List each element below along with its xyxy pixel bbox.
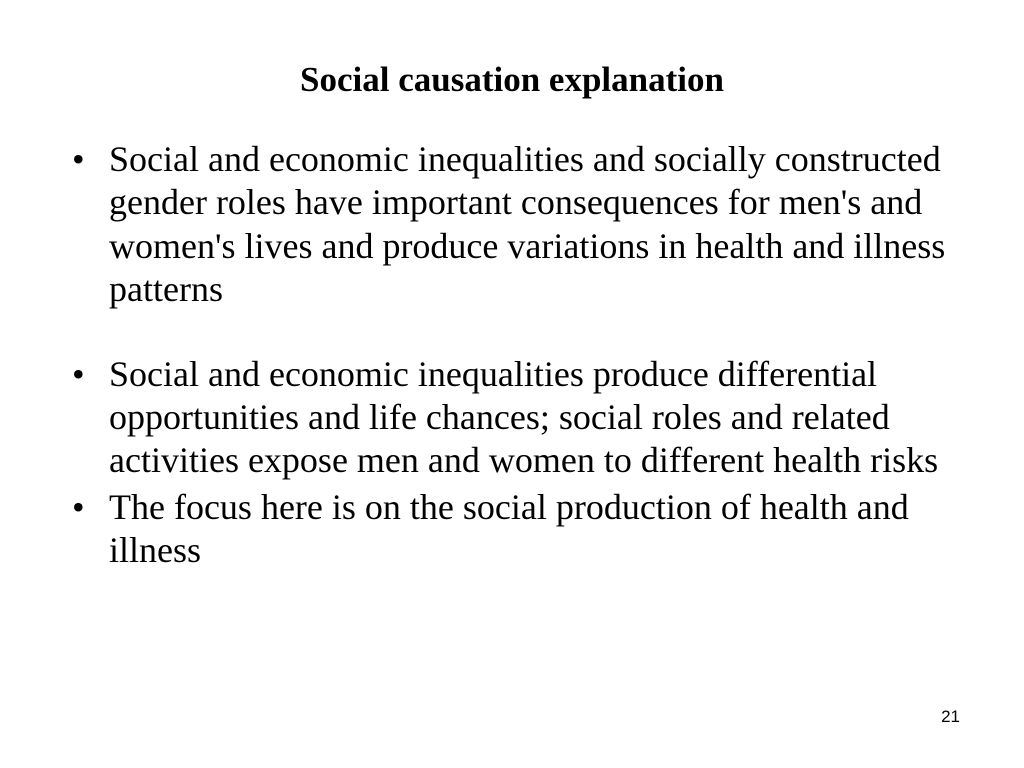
bullet-item [64,486,984,573]
bullet-text: The focus here is on the social production of health and illness [109,486,909,571]
bullet-dot-icon: • [72,486,85,527]
bullet-text: Social and economic inequalities produce differential opportunities and life chances; social roles and related activities expose men and women to different health risks [109,353,939,481]
bullet-list [64,138,984,573]
bullet-dot-icon: • [72,139,85,179]
bullet-item [64,353,984,483]
bullet-item [64,138,984,312]
slide-title: Social causation explanation [300,60,724,99]
bullet-dot-icon: • [72,353,85,394]
page-number: 21 [941,707,960,726]
bullet-text: Social and economic inequalities and socially constructed gender roles have important consequences for men's and women's lives and produce variations in health and illness patterns [109,139,946,310]
